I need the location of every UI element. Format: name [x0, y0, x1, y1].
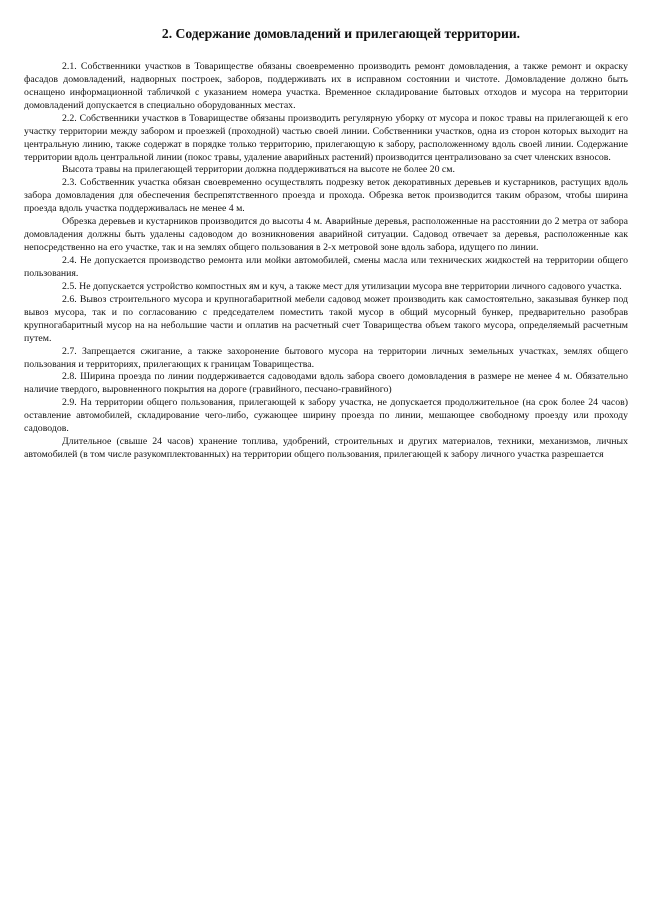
paragraph-2-1: 2.1. Собственники участков в Товариществе обязаны своевременно производить ремонт домовладения, а также ремонт и окраску фасадов домовладений, надворных построек, заборов, поддерживать их в исправном состоянии и чистоте. Домовладение должно быть оснащено информационной табличкой с указанием номера участка. Временное складирование бытовых отходов и мусора на территории домовладений допускается в специально оборудованных местах. — [24, 60, 628, 111]
paragraph-grass-height: Высота травы на прилегающей территории должна поддерживаться на высоте не более 20 см. — [62, 164, 455, 176]
paragraph-tree-trimming: Обрезка деревьев и кустарников производится до высоты 4 м. Аварийные деревья, расположенные на расстоянии до 2 метра от забора домовладения должны быть удалены садоводом до возникновения аварийной ситуации. Садовод отвечает за деревья, расположенные как непосредственно на его участке, так и на землях общего пользования в 2-х метровой зоне вдоль забора, идущего по линии. — [24, 216, 628, 254]
paragraph-2-5: 2.5. Не допускается устройство компостных ям и куч, а также мест для утилизации мусора вне территории личного садового участка. — [62, 280, 622, 292]
paragraph-2-2: 2.2. Собственники участков в Товариществе обязаны производить регулярную уборку от мусора и покос травы на прилегающей к его участку территории между забором и проезжей (проходной) частью своей линии. Собственники участков, одна из сторон которых выходит на центральную линию, также содержат в порядке только территорию, прилегающую к забору, расположенному вдоль своей линии. Содержание территории вдоль центральной линии (покос травы, удаление аварийных растений) производится централизовано за счет членских взносов. — [24, 112, 628, 163]
section-heading: 2. Содержание домовладений и прилегающей территории. — [161, 26, 521, 41]
paragraph-2-7: 2.7. Запрещается сжигание, а также захоронение бытового мусора на территории личных земельных участках, землях общего пользования и территориях, прилегающих к границам Товарищества. — [24, 345, 628, 370]
paragraph-2-4: 2.4. Не допускается производство ремонта или мойки автомобилей, смены масла или технических жидкостей на территории общего пользования. — [24, 255, 628, 279]
paragraph-2-6: 2.6. Вывоз строительного мусора и крупногабаритной мебели садовод может производить как самостоятельно, заказывая бункер под вывоз мусора, так и по согласованию с председателем поместить такой мусор в общий мусорный бункер, предварительно разобрав крупногабаритный мусор на на небольшие части и оплатив на расчетный счет Товарищества объем такого мусора, определяемый расчетным путем. — [24, 293, 628, 344]
paragraph-2-8: 2.8. Ширина проезда по линии поддерживается садоводами вдоль забора своего домовладения в размере не менее 4 м. Обязательно наличие твердого, выровненного покрытия на дороге (гравийного, песчано-гравийного) — [24, 371, 628, 396]
paragraph-2-3: 2.3. Собственник участка обязан своевременно осуществлять подрезку веток декоративных деревьев и кустарников, растущих вдоль забора домовладения для обеспечения беспрепятственного проезда и прохода. Обрезка веток производится таким образом, чтобы ширина проезда вдоль участка поддерживалась не менее 4 м. — [24, 177, 628, 215]
paragraph-2-9: 2.9. На территории общего пользования, прилегающей к забору участка, не допускается продолжительное (на срок более 24 часов) оставление автомобилей, складирование чего-либо, сужающее ширину проезда по линии, мешающее свободному проезду или проходу садоводов. — [24, 397, 628, 435]
paragraph-long-storage: Длительное (свыше 24 часов) хранение топлива, удобрений, строительных и других материалов, техники, механизмов, личных автомобилей (в том числе разукомплектованных) на территории общего пользования, прилегающей к забору личного участка разрешается — [24, 436, 628, 461]
document-body — [24, 61, 628, 462]
